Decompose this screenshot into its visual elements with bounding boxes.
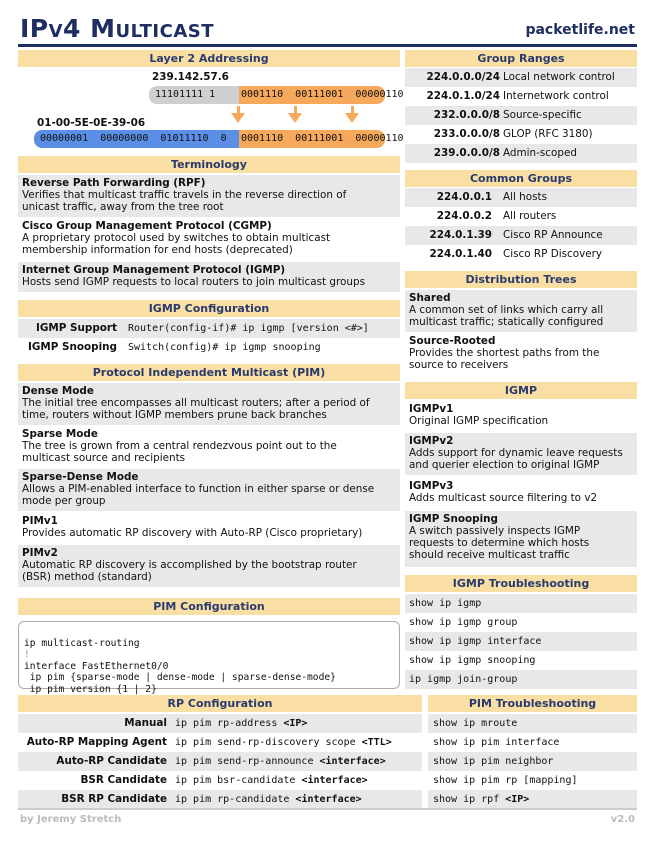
rp-cmd: ip pim rp-candidate	[175, 794, 296, 805]
igmp-title: IGMPv1	[409, 403, 454, 415]
term-title: Internet Group Management Protocol (IGMP)	[22, 264, 286, 276]
igmp-v3	[405, 478, 637, 508]
group-prefix: 233.0.0.0/8	[433, 128, 500, 140]
term-text: Hosts send IGMP requests to local routers to join multicast groups	[22, 276, 365, 288]
footer-version: v2.0	[610, 814, 635, 825]
term-text: membership information for end hosts (deprecated)	[22, 244, 293, 256]
pim-title: Sparse Mode	[22, 428, 98, 440]
rp-label: Auto-RP Candidate	[56, 755, 167, 767]
rp-arg: <IP>	[283, 718, 308, 729]
pim-title: Sparse-Dense Mode	[22, 471, 139, 483]
code-line: !	[24, 649, 30, 660]
pim-text: The initial tree encompasses all multicast routers; after a period of	[22, 397, 370, 409]
group-prefix: 232.0.0.0/8	[433, 109, 500, 121]
igmp-config-label: IGMP Support	[36, 322, 117, 334]
common-group-row	[405, 245, 637, 264]
common-groups-header: Common Groups	[405, 170, 637, 187]
down-arrow-icon	[345, 113, 359, 123]
group-desc: All hosts	[503, 191, 548, 203]
l2-ip-bits-orange: 0001110 00111001 00000110	[239, 86, 385, 104]
pim-text: The tree is grown from a central rendezvous point out to the	[22, 440, 337, 452]
tree-text: Provides the shortest paths from the	[409, 347, 600, 359]
tree-text: multicast traffic; statically configured	[409, 316, 604, 328]
rp-config-row	[18, 733, 422, 752]
group-addr: 224.0.0.1	[436, 191, 492, 203]
pim-header: Protocol Independent Multicast (PIM)	[18, 364, 400, 381]
igmp-config-cmd: Switch(config)# ip igmp snooping	[128, 342, 321, 353]
l2-mac-bits-blue: 00000001 00000000 01011110 0	[34, 130, 239, 148]
igmp-text: should receive multicast traffic	[409, 549, 570, 561]
pim-v1	[18, 513, 400, 543]
igmp-v1	[405, 401, 637, 431]
rp-config-row	[18, 752, 422, 771]
igmp-header: IGMP	[405, 382, 637, 399]
group-addr: 224.0.1.40	[429, 248, 492, 260]
igmp-config-row	[18, 338, 400, 357]
group-addr: 224.0.0.2	[436, 210, 492, 222]
pim-ts-cmd: show ip rpf	[433, 794, 506, 805]
group-prefix: 239.0.0.0/8	[433, 147, 500, 159]
rp-arg: <TTL>	[361, 737, 392, 748]
igmp-text: Original IGMP specification	[409, 415, 549, 427]
rp-config-header: RP Configuration	[18, 695, 422, 712]
igmp-ts-cmd: show ip igmp	[405, 594, 637, 613]
pim-ts-row	[428, 790, 637, 809]
tree-text: source to receivers	[409, 359, 509, 371]
igmp-title: IGMPv2	[409, 435, 454, 447]
group-desc: Source-specific	[503, 109, 582, 121]
rp-arg: <interface>	[319, 756, 386, 767]
igmp-text: and querier election to original IGMP	[409, 459, 600, 471]
l2-ip: 239.142.57.6	[152, 71, 229, 83]
pim-config-header: PIM Configuration	[18, 598, 400, 615]
term-cgmp	[18, 218, 400, 260]
terminology-header: Terminology	[18, 156, 400, 173]
pim-text: Provides automatic RP discovery with Auto-RP (Cisco proprietary)	[22, 527, 363, 539]
group-prefix: 224.0.1.0/24	[426, 90, 500, 102]
igmp-ts-cmd: ip igmp join-group	[405, 670, 637, 689]
pim-ts-cmd: show ip pim rp [mapping]	[433, 775, 578, 786]
dist-trees-header: Distribution Trees	[405, 271, 637, 288]
rp-cmd: ip pim rp-address	[175, 718, 284, 729]
pim-ts-cmd: show ip mroute	[433, 718, 518, 729]
igmp-ts-header: IGMP Troubleshooting	[405, 575, 637, 592]
term-rpf	[18, 175, 400, 217]
pim-dense	[18, 383, 400, 425]
rp-cmd: ip pim send-rp-discovery scope	[175, 737, 362, 748]
down-arrow-icon	[288, 113, 302, 123]
term-text: unicast traffic, away from the tree root	[22, 201, 224, 213]
igmp-ts-cmd: show ip igmp snooping	[409, 655, 536, 666]
term-text: A proprietary protocol used by switches to obtain multicast	[22, 232, 331, 244]
pim-ts-row	[428, 771, 637, 790]
group-range-row	[405, 87, 637, 106]
igmp-config-label: IGMP Snooping	[28, 341, 117, 353]
igmp-ts-cmd: show ip igmp interface	[405, 632, 637, 651]
l2-ip-bits-gray: 11101111 1	[149, 86, 239, 104]
tree-text: A common set of links which carry all	[409, 304, 604, 316]
pim-sparse-dense	[18, 469, 400, 511]
pim-title: PIMv1	[22, 515, 58, 527]
group-ranges-header: Group Ranges	[405, 50, 637, 67]
code-line: ip multicast-routing	[24, 637, 140, 649]
group-range-row	[405, 144, 637, 163]
footer-author: by Jeremy Stretch	[20, 814, 122, 825]
group-desc: GLOP (RFC 3180)	[503, 128, 593, 140]
title-rule	[18, 44, 637, 47]
igmp-ts-cmd: show ip igmp group	[409, 617, 518, 628]
footer-rule	[18, 808, 637, 810]
igmp-title: IGMP Snooping	[409, 513, 498, 525]
pim-ts-row	[428, 714, 637, 733]
group-range-row	[405, 125, 637, 144]
pim-ts-row	[428, 733, 637, 752]
pim-sparse	[18, 426, 400, 468]
code-line: ip pim {sparse-mode | dense-mode | sparse-dense-mode}	[24, 672, 336, 683]
pim-ts-cmd: show ip pim neighbor	[433, 756, 554, 767]
igmp-text: A switch passively inspects IGMP	[409, 525, 581, 537]
pim-text: Allows a PIM-enabled interface to function in either sparse or dense	[22, 483, 375, 495]
code-line: ip pim version {1 | 2}	[24, 683, 157, 695]
pim-v2	[18, 545, 400, 587]
igmp-config-cmd: Router(config-if)# ip igmp [version <#>]	[128, 323, 369, 334]
igmp-text: Adds multicast source filtering to v2	[409, 492, 598, 504]
term-title: Reverse Path Forwarding (RPF)	[22, 177, 206, 189]
l2-mac: 01-00-5E-0E-39-06	[37, 117, 146, 129]
tree-source-rooted	[405, 333, 637, 375]
pim-text: Automatic RP discovery is accomplished by the bootstrap router	[22, 559, 357, 571]
pim-text: multicast source and recipients	[22, 452, 186, 464]
rp-arg: <interface>	[295, 794, 362, 805]
rp-config-row	[18, 714, 422, 733]
pim-config-code	[18, 621, 400, 695]
igmp-text: Adds support for dynamic leave requests	[409, 447, 623, 459]
rp-label: BSR RP Candidate	[61, 793, 167, 805]
igmp-snooping	[405, 511, 637, 567]
tree-title: Source-Rooted	[409, 335, 496, 347]
term-igmp	[18, 262, 400, 292]
l2-header: Layer 2 Addressing	[18, 50, 400, 67]
pim-text: time, routers without IGMP members prune back branches	[22, 409, 327, 421]
common-group-row	[405, 188, 637, 207]
group-range-row	[405, 68, 637, 87]
group-addr: 224.0.1.39	[429, 229, 492, 241]
igmp-config-row	[18, 319, 400, 338]
pim-text: (BSR) method (standard)	[22, 571, 152, 583]
rp-label: Auto-RP Mapping Agent	[26, 736, 167, 748]
group-desc: Admin-scoped	[503, 147, 577, 159]
group-desc: Cisco RP Announce	[503, 229, 603, 241]
rp-cmd: ip pim send-rp-announce	[175, 756, 320, 767]
pim-text: mode per group	[22, 495, 106, 507]
tree-shared	[405, 290, 637, 332]
rp-arg: <interface>	[301, 775, 368, 786]
group-desc: Local network control	[503, 71, 615, 83]
pim-ts-header: PIM Troubleshooting	[428, 695, 637, 712]
pim-ts-cmd: show ip pim interface	[433, 737, 560, 748]
l2-mac-bits-orange: 0001110 00111001 00000110	[239, 130, 385, 148]
term-text: Verifies that multicast traffic travels in the reverse direction of	[22, 189, 347, 201]
pim-title: PIMv2	[22, 547, 58, 559]
group-desc: All routers	[503, 210, 557, 222]
rp-label: BSR Candidate	[80, 774, 167, 786]
group-prefix: 224.0.0.0/24	[426, 71, 500, 83]
rp-config-row	[18, 771, 422, 790]
igmp-config-header: IGMP Configuration	[18, 300, 400, 317]
rp-label: Manual	[124, 717, 167, 729]
code-line: interface FastEthernet0/0	[24, 660, 169, 672]
down-arrow-icon	[231, 113, 245, 123]
igmp-v2	[405, 433, 637, 475]
pim-title: Dense Mode	[22, 385, 94, 397]
term-title: Cisco Group Management Protocol (CGMP)	[22, 220, 272, 232]
tree-title: Shared	[409, 292, 451, 304]
pim-ts-arg: <IP>	[505, 794, 530, 805]
rp-cmd: ip pim bsr-candidate	[175, 775, 302, 786]
common-group-row	[405, 226, 637, 245]
igmp-text: requests to determine which hosts	[409, 537, 590, 549]
pim-ts-row	[428, 752, 637, 771]
igmp-title: IGMPv3	[409, 480, 454, 492]
rp-config-row	[18, 790, 422, 809]
common-group-row	[405, 207, 637, 226]
group-desc: Cisco RP Discovery	[503, 248, 603, 260]
group-desc: Internetwork control	[503, 90, 609, 102]
site-name: packetlife.net	[525, 22, 635, 38]
page-title: IPv4 Multicast	[20, 14, 214, 43]
group-range-row	[405, 106, 637, 125]
